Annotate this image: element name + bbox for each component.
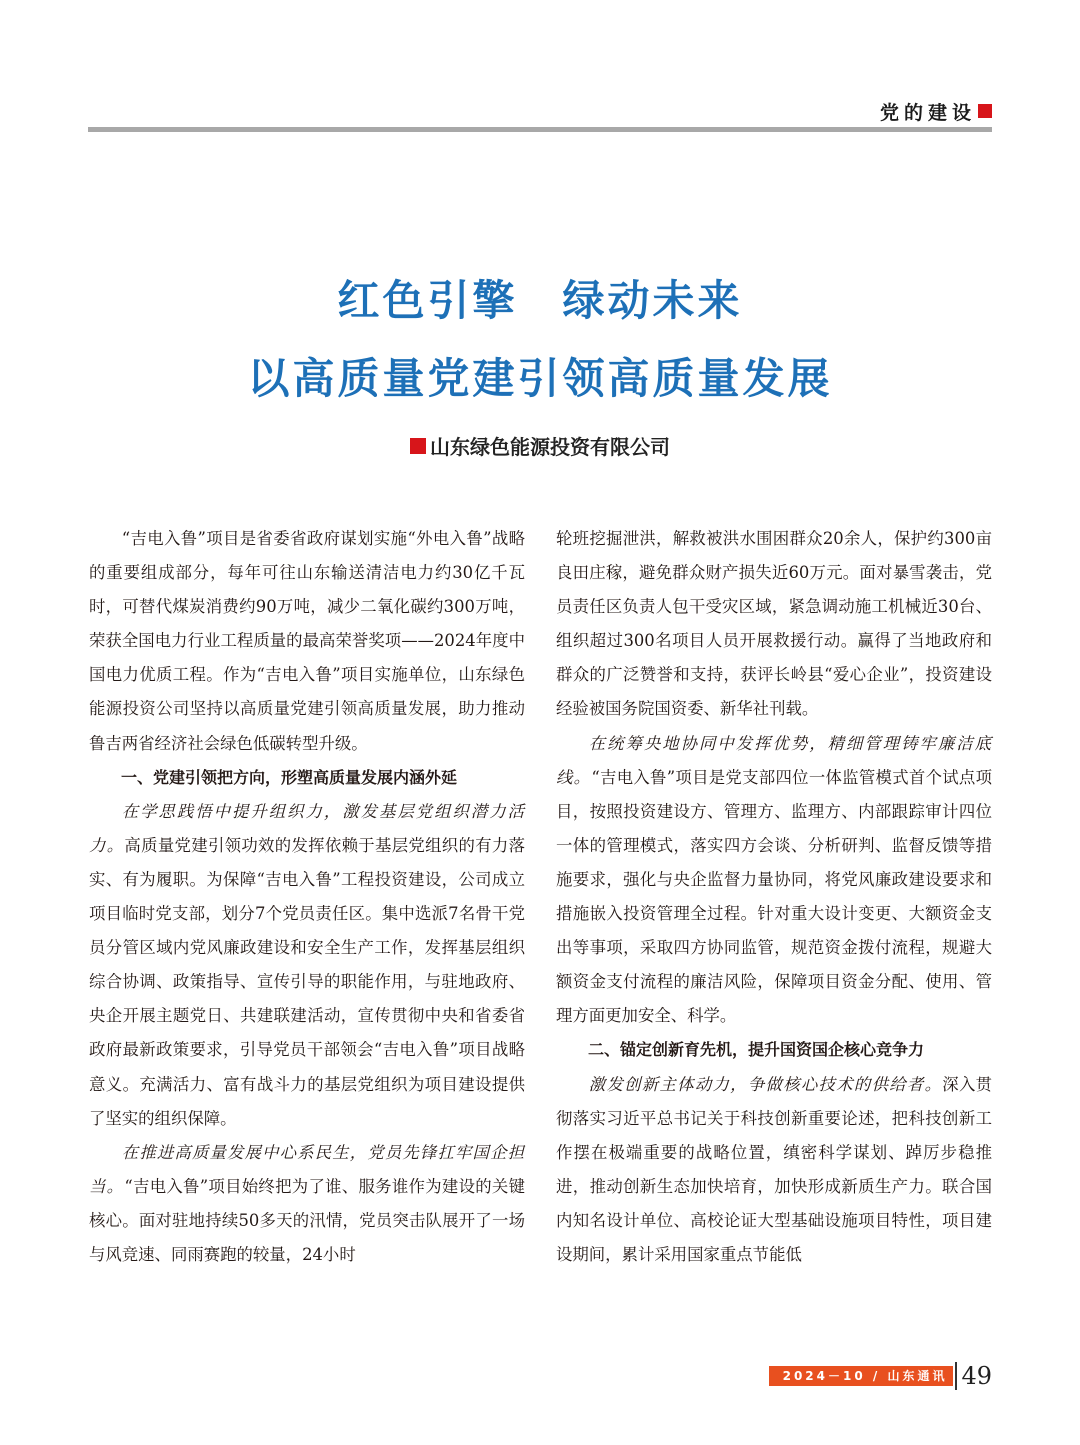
article-title-line1: 红色引擎 绿动未来 [337, 276, 743, 325]
page-footer [769, 1362, 992, 1390]
paragraph [556, 1068, 992, 1273]
section-name: 党的建设 [879, 101, 976, 124]
paragraph-lead: 在推进高质量发展中心系民生，党员先锋扛牢国企担当。 [89, 1142, 525, 1196]
section-heading: 二、锚定创新育先机，提升国资国企核心竞争力 [588, 1040, 925, 1060]
paragraph: “吉电入鲁”项目是省委省政府谋划实施“外电入鲁”战略的重要组成部分，每年可往山东输送清洁电力约30亿千瓦时，可替代煤炭消费约90万吨，减少二氧化碳约300万吨，荣获全国电力行业工程质量的最高荣誉奖项——2024年度中国电力优质工程。作为“吉电入鲁”项目实施单位，山东绿色能源投资公司坚持以高质量党建引领高质量发展，助力推动鲁吉两省经济社会绿色低碳转型升级。 [89, 529, 525, 753]
paragraph [89, 1136, 525, 1272]
author-name: 山东绿色能源投资有限公司 [430, 435, 670, 459]
footer-divider [955, 1362, 957, 1390]
paragraph-body: 深入贯彻落实习近平总书记关于科技创新重要论述，把科技创新工作摆在极端重要的战略位置，缜密科学谋划、踔厉步稳推进，推动创新生态加快培育，加快形成新质生产力。联合国内知名设计单位、高校论证大型基础设施项目特性，项目建设期间，累计采用国家重点节能低 [556, 1074, 993, 1264]
paragraph-lead: 激发创新主体动力，争做核心技术的供给者。 [588, 1074, 943, 1094]
paragraph-lead: 在学思践悟中提升组织力，激发基层党组织潜力活力。 [89, 801, 525, 855]
paragraph [89, 795, 525, 1136]
paragraph-body: “吉电入鲁”项目是党支部四位一体监管模式首个试点项目，按照投资建设方、管理方、监理方、内部跟踪审计四位一体的管理模式，落实四方会谈、分析研判、监督反馈等措施要求，强化与央企监督力量协同，将党风廉政建设要求和措施嵌入投资管理全过程。针对重大设计变更、大额资金支出等事项，采取四方协同监管，规范资金拨付流程，规避大额资金支付流程的廉洁风险，保障项目资金分配、使用、管理方面更加安全、科学。 [556, 767, 992, 1026]
header-rule [88, 127, 992, 132]
paragraph: 轮班挖掘泄洪，解救被洪水围困群众20余人，保护约300亩良田庄稼，避免群众财产损失近60万元。面对暴雪袭击，党员责任区负责人包干受灾区域，紧急调动施工机械近30台、组织超过300名项目人员开展救援行动。赢得了当地政府和群众的广泛赞誉和支持，获评长岭县“爱心企业”，投资建设经验被国务院国资委、新华社刊载。 [556, 529, 992, 719]
paragraph-lead: 在统筹央地协同中发挥优势，精细管理铸牢廉洁底线。 [556, 733, 992, 787]
red-square-icon [978, 104, 992, 118]
paragraph-body: “吉电入鲁”项目始终把为了谁、服务谁作为建设的关键核心。面对驻地持续50多天的汛情，党员突击队展开了一场与风竞速、同雨赛跑的较量，24小时 [89, 1176, 525, 1264]
byline [0, 431, 1080, 460]
section-heading: 一、党建引领把方向，形塑高质量发展内涵外延 [121, 767, 458, 787]
issue-label: 2024－10 / 山东通讯 [769, 1366, 954, 1386]
paragraph-body: 高质量党建引领功效的发挥依赖于基层党组织的有力落实、有为履职。为保障“吉电入鲁”工程投资建设，公司成立项目临时党支部，划分7个党员责任区。集中选派7名骨干党员分管区域内党风廉政建设和安全生产工作，发挥基层组织综合协调、政策指导、宣传引导的职能作用，与驻地政府、央企开展主题党日、共建联建活动，宣传贯彻中央和省委省政府最新政策要求，引导党员干部领会“吉电入鲁”项目战略意义。充满活力、富有战斗力的基层党组织为项目建设提供了坚实的组织保障。 [89, 835, 526, 1128]
section-tag [880, 96, 992, 126]
red-square-icon [410, 438, 426, 454]
paragraph [556, 727, 992, 1034]
article-title-line2: 以高质量党建引领高质量发展 [247, 354, 833, 403]
left-column [89, 522, 525, 1272]
page-number: 49 [961, 1362, 992, 1390]
right-column [556, 522, 992, 1272]
